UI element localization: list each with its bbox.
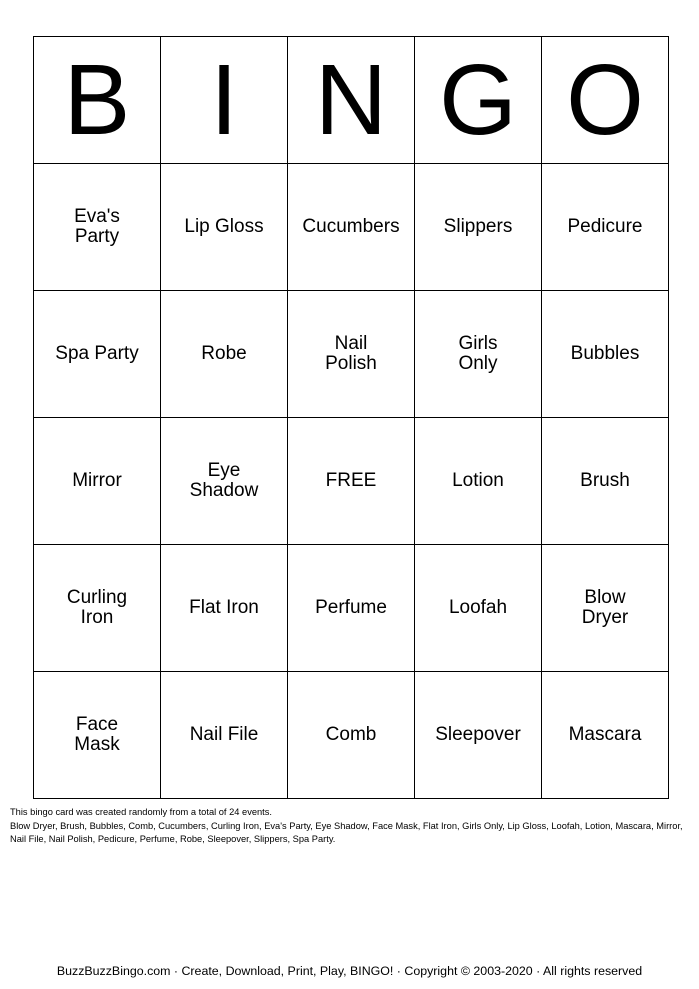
header-letter-i: I bbox=[161, 37, 288, 164]
bingo-cell: Nail File bbox=[161, 672, 288, 799]
bingo-cell: Mirror bbox=[34, 418, 161, 545]
bingo-cell: Pedicure bbox=[542, 164, 669, 291]
bingo-cell: Cucumbers bbox=[288, 164, 415, 291]
bingo-row bbox=[34, 291, 669, 418]
header-letter-o: O bbox=[542, 37, 669, 164]
card-notes bbox=[10, 806, 690, 847]
bingo-cell: Girls Only bbox=[415, 291, 542, 418]
free-space-cell: FREE bbox=[288, 418, 415, 545]
bingo-cell: Perfume bbox=[288, 545, 415, 672]
bingo-row bbox=[34, 545, 669, 672]
bingo-cell: Face Mask bbox=[34, 672, 161, 799]
card-summary-text: This bingo card was created randomly from a total of 24 events. bbox=[10, 807, 272, 817]
bingo-header-row bbox=[34, 37, 669, 164]
bingo-cell: Lip Gloss bbox=[161, 164, 288, 291]
bingo-cell: Loofah bbox=[415, 545, 542, 672]
bingo-cell: Lotion bbox=[415, 418, 542, 545]
bingo-cell: Slippers bbox=[415, 164, 542, 291]
bingo-cell: Brush bbox=[542, 418, 669, 545]
bingo-row bbox=[34, 418, 669, 545]
footer-copyright: BuzzBuzzBingo.com · Create, Download, Print, Play, BINGO! · Copyright © 2003-2020 · All rights reserved bbox=[56, 964, 643, 978]
bingo-cell: Eva's Party bbox=[34, 164, 161, 291]
bingo-cell: Flat Iron bbox=[161, 545, 288, 672]
bingo-cell: Blow Dryer bbox=[542, 545, 669, 672]
header-letter-n: N bbox=[288, 37, 415, 164]
bingo-cell: Eye Shadow bbox=[161, 418, 288, 545]
bingo-cell: Robe bbox=[161, 291, 288, 418]
bingo-card bbox=[33, 36, 669, 799]
bingo-cell: Nail Polish bbox=[288, 291, 415, 418]
bingo-cell: Bubbles bbox=[542, 291, 669, 418]
bingo-cell: Mascara bbox=[542, 672, 669, 799]
bingo-row bbox=[34, 164, 669, 291]
bingo-row bbox=[34, 672, 669, 799]
bingo-cell: Sleepover bbox=[415, 672, 542, 799]
event-list-text: Blow Dryer, Brush, Bubbles, Comb, Cucumbers, Curling Iron, Eva's Party, Eye Shadow, Face Mask, Flat Iron, Girls Only, Lip Gloss, Loofah, Lotion, Mascara, Mirror, Nail File, Nail Polish, Pedicure, Perfume, Robe, Sleepover, Slippers, Spa Party. bbox=[10, 820, 683, 844]
header-letter-g: G bbox=[415, 37, 542, 164]
bingo-cell: Comb bbox=[288, 672, 415, 799]
bingo-cell: Curling Iron bbox=[34, 545, 161, 672]
header-letter-b: B bbox=[34, 37, 161, 164]
bingo-cell: Spa Party bbox=[34, 291, 161, 418]
